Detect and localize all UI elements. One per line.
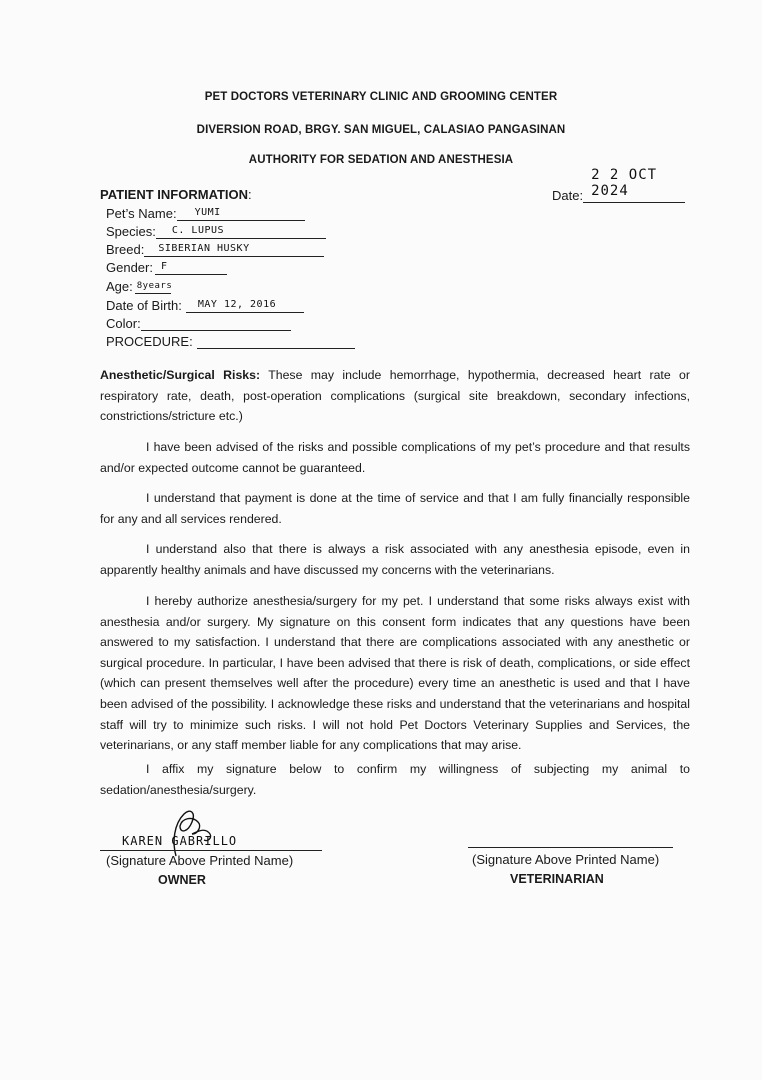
- form-title: AUTHORITY FOR SEDATION AND ANESTHESIA: [248, 154, 514, 166]
- consent-paragraph-5: I affix my signature below to confirm my willingness of subjecting my animal to sedation/anesthesia/surgery.: [100, 762, 690, 797]
- field-pet-name[interactable]: [106, 206, 305, 221]
- date-field[interactable]: [552, 167, 685, 203]
- owner-signature-caption: (Signature Above Printed Name): [106, 853, 294, 868]
- risks-text: These may include hemorrhage, hypothermia, decreased heart rate or respiratory rate, death, post-operation complications (surgical site breakdown, secondary infections, constrictions/stricture etc.): [100, 368, 690, 424]
- field-label: Color:: [106, 316, 141, 331]
- owner-signature-scribble: [158, 804, 228, 860]
- date-label: Date:: [552, 188, 584, 203]
- field-label: Date of Birth:: [106, 298, 182, 313]
- risks-heading: Anesthetic/Surgical Risks:: [100, 368, 261, 382]
- owner-signature-block: [100, 800, 330, 900]
- age-value: 8years: [136, 281, 173, 291]
- vet-signature-caption: (Signature Above Printed Name): [472, 852, 660, 867]
- field-label: Age:: [106, 279, 133, 294]
- field-gender[interactable]: [106, 260, 227, 275]
- patient-info-heading: PATIENT INFORMATION:: [100, 187, 252, 202]
- field-label: Breed:: [106, 242, 145, 257]
- field-color[interactable]: [106, 316, 291, 331]
- dob-value: MAY 12, 2016: [197, 299, 277, 310]
- gender-value: F: [160, 261, 168, 272]
- consent-paragraph-2: I understand that payment is done at the time of service and that I am fully financially responsible for any and all services rendered.: [100, 491, 690, 526]
- breed-value: SIBERIAN HUSKY: [158, 243, 250, 254]
- field-label: PROCEDURE:: [106, 334, 193, 349]
- vet-signature-block: [468, 800, 678, 900]
- field-breed[interactable]: [106, 242, 324, 257]
- field-date-of-birth[interactable]: [106, 298, 304, 313]
- consent-paragraph-1: I have been advised of the risks and possible complications of my pet’s procedure and that results and/or expected outcome cannot be guaranteed.: [100, 440, 690, 475]
- clinic-address: DIVERSION ROAD, BRGY. SAN MIGUEL, CALASIAO PANGASINAN: [196, 124, 566, 136]
- owner-role-label: OWNER: [158, 873, 206, 887]
- field-label: Pet’s Name:: [106, 206, 177, 221]
- date-value: 2 2 OCT 2024: [591, 167, 658, 199]
- consent-paragraph-3: I understand also that there is always a risk associated with any anesthesia episode, even in apparently healthy animals and have discussed my concerns with the veterinarians.: [100, 542, 690, 577]
- vet-signature-line: [468, 847, 673, 848]
- pet-name-value: YUMI: [194, 207, 221, 218]
- clinic-name: PET DOCTORS VETERINARY CLINIC AND GROOMING CENTER: [204, 91, 558, 103]
- field-label: Gender:: [106, 260, 153, 275]
- owner-signature-line: [100, 850, 322, 851]
- field-age[interactable]: [106, 279, 171, 294]
- consent-paragraph-4: I hereby authorize anesthesia/surgery for my pet. I understand that some risks always exist with anesthesia and/or surgery. My signature on this consent form indicates that any questions have been answered to my satisfaction. I understand that there are complications associated with any anesthetic or surgical procedure. In particular, I have been advised that there is risk of death, complications, or side effect (which can present themselves well after the procedure) every time an anesthetic is used and that I have been advised of the possibility. I acknowledge these risks and understand that the veterinarians and hospital staff will try to minimize such risks. I will not hold Pet Doctors Veterinary Supplies and Services, the veterinarians, or any staff member liable for any complications that may arise.: [100, 594, 690, 753]
- field-species[interactable]: [106, 224, 326, 239]
- risks-paragraph: [100, 365, 690, 427]
- field-procedure[interactable]: [106, 334, 355, 349]
- species-value: C. LUPUS: [171, 225, 225, 236]
- vet-role-label: VETERINARIAN: [510, 872, 604, 886]
- owner-printed-name: KAREN GABRILLO: [122, 834, 238, 848]
- field-label: Species:: [106, 224, 156, 239]
